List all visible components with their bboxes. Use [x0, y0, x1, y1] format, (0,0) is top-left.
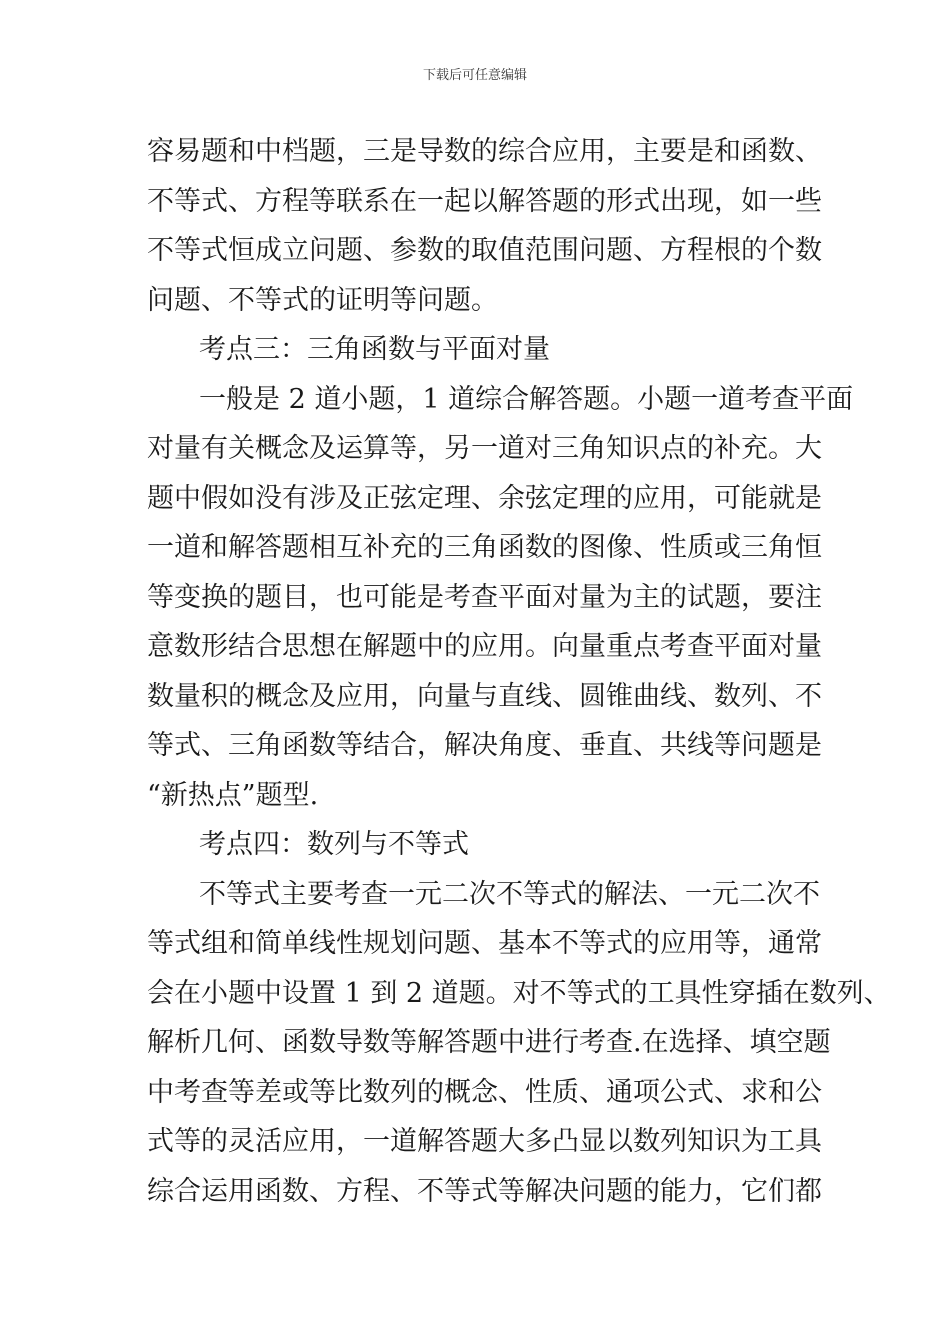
text-line: 一道和解答题相互补充的三角函数的图像、性质或三角恒 — [147, 532, 822, 563]
text-line: 解析几何、函数导数等解答题中进行考查.在选择、填空题 — [147, 1027, 831, 1058]
text-line: 题中假如没有涉及正弦定理、余弦定理的应用，可能就是 — [147, 482, 822, 514]
text-line: “新热点”题型. — [147, 779, 319, 811]
text-line: 等变换的题目，也可能是考查平面对量为主的试题，要注 — [147, 581, 822, 613]
text-line: 考点四：数列与不等式 — [199, 829, 469, 860]
text-line: 考点三：三角函数与平面对量 — [199, 334, 550, 365]
text-line: 一般是 2 道小题，1 道综合解答题。小题一道考查平面 — [199, 383, 854, 415]
text-line: 综合运用函数、方程、不等式等解决问题的能力，它们都 — [147, 1175, 822, 1207]
text-line: 不等式主要考查一元二次不等式的解法、一元二次不 — [199, 878, 820, 910]
document-body — [147, 127, 891, 1216]
text-line: 意数形结合思想在解题中的应用。向量重点考查平面对量 — [147, 631, 822, 662]
page-header: 下载后可任意编辑 — [422, 68, 527, 83]
text-line: 等式、三角函数等结合，解决角度、垂直、共线等问题是 — [147, 730, 822, 761]
text-line: 等式组和简单线性规划问题、基本不等式的应用等，通常 — [147, 928, 822, 959]
text-line: 数量积的概念及应用，向量与直线、圆锥曲线、数列、不 — [147, 680, 822, 712]
text-line: 问题、不等式的证明等问题。 — [147, 284, 498, 316]
text-line: 对量有关概念及运算等，另一道对三角知识点的补充。大 — [147, 433, 822, 464]
text-line: 会在小题中设置 1 到 2 道题。对不等式的工具性穿插在数列、 — [147, 977, 891, 1009]
text-line: 不等式恒成立问题、参数的取值范围问题、方程根的个数 — [147, 235, 822, 266]
text-line: 中考查等差或等比数列的概念、性质、通项公式、求和公 — [147, 1076, 822, 1108]
text-line: 式等的灵活应用，一道解答题大多凸显以数列知识为工具 — [147, 1126, 822, 1157]
text-line: 容易题和中档题，三是导数的综合应用，主要是和函数、 — [147, 136, 822, 167]
text-line: 不等式、方程等联系在一起以解答题的形式出现，如一些 — [147, 185, 822, 217]
